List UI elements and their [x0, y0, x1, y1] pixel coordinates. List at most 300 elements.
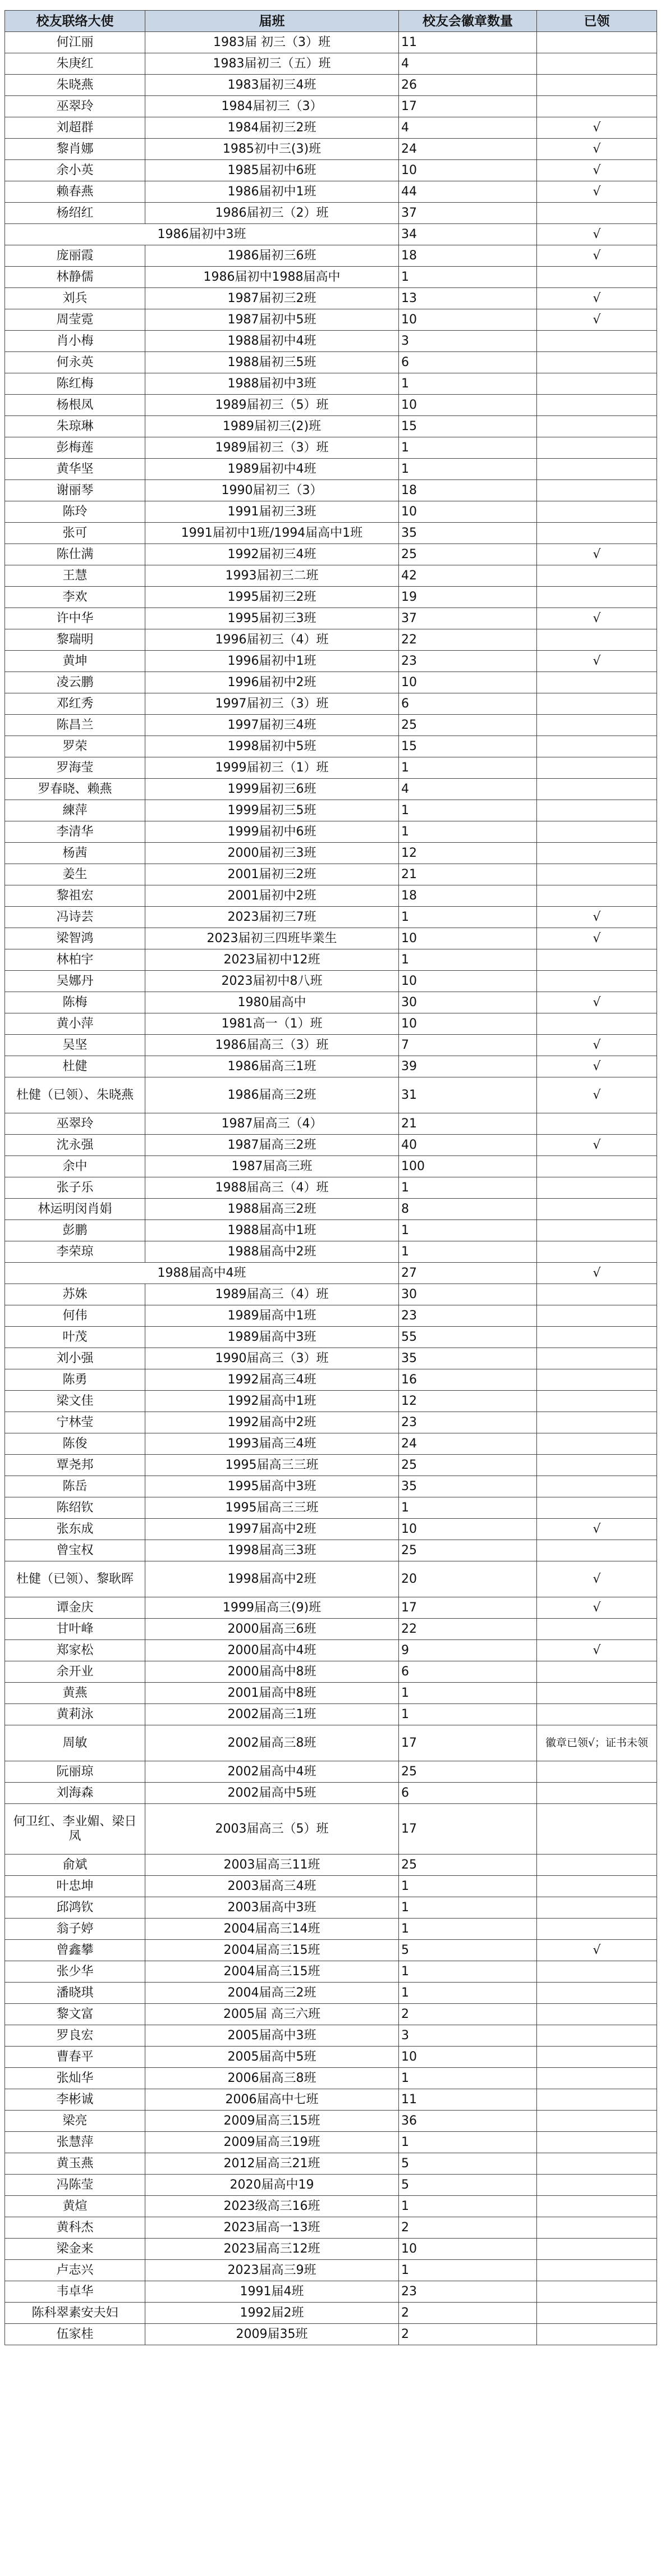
ambassador-cell[interactable]: 巫翠玲 — [5, 96, 145, 117]
class-cell[interactable]: 2001届初中2班 — [145, 885, 399, 907]
badge-count-cell[interactable]: 15 — [399, 416, 537, 437]
received-cell[interactable]: √ — [537, 651, 657, 672]
ambassador-cell[interactable]: 庞丽霞 — [5, 245, 145, 267]
class-cell[interactable]: 1986届高三1班 — [145, 1056, 399, 1077]
received-cell[interactable] — [537, 1391, 657, 1412]
class-cell[interactable]: 1986届初三（2）班 — [145, 203, 399, 224]
ambassador-cell[interactable]: 黄小萍 — [5, 1013, 145, 1035]
ambassador-cell[interactable]: 黄坤 — [5, 651, 145, 672]
badge-count-cell[interactable]: 25 — [399, 544, 537, 565]
badge-count-cell[interactable]: 2 — [399, 2217, 537, 2239]
class-cell[interactable]: 1988届高中4班 — [5, 1263, 399, 1284]
class-cell[interactable]: 1995届高中3班 — [145, 1476, 399, 1497]
received-cell[interactable] — [537, 75, 657, 96]
ambassador-cell[interactable]: 杜健（已领）、朱晓燕 — [5, 1077, 145, 1113]
received-cell[interactable] — [537, 2111, 657, 2132]
badge-count-cell[interactable]: 1 — [399, 2260, 537, 2281]
badge-count-cell[interactable]: 15 — [399, 736, 537, 757]
badge-count-cell[interactable]: 5 — [399, 2153, 537, 2175]
badge-count-cell[interactable]: 19 — [399, 587, 537, 608]
ambassador-cell[interactable]: 张慧萍 — [5, 2132, 145, 2153]
class-cell[interactable]: 2002届高三1班 — [145, 1704, 399, 1725]
received-cell[interactable] — [537, 53, 657, 75]
class-cell[interactable]: 2003届高三4班 — [145, 1876, 399, 1897]
badge-count-cell[interactable]: 25 — [399, 1455, 537, 1476]
received-cell[interactable]: √ — [537, 1035, 657, 1056]
received-cell[interactable] — [537, 1876, 657, 1897]
badge-count-cell[interactable]: 1 — [399, 907, 537, 928]
received-cell[interactable]: √ — [537, 288, 657, 309]
badge-count-cell[interactable]: 1 — [399, 1177, 537, 1199]
received-cell[interactable] — [537, 715, 657, 736]
received-cell[interactable] — [537, 1113, 657, 1135]
class-cell[interactable]: 1988届高三（4）班 — [145, 1177, 399, 1199]
ambassador-cell[interactable]: 杨茜 — [5, 843, 145, 864]
badge-count-cell[interactable]: 10 — [399, 1519, 537, 1540]
badge-count-cell[interactable]: 10 — [399, 501, 537, 523]
badge-count-cell[interactable]: 27 — [399, 1263, 537, 1284]
ambassador-cell[interactable]: 黎瑞明 — [5, 629, 145, 651]
received-cell[interactable] — [537, 1919, 657, 1940]
ambassador-cell[interactable]: 黎文富 — [5, 2004, 145, 2025]
received-cell[interactable] — [537, 1497, 657, 1519]
received-cell[interactable] — [537, 2089, 657, 2111]
badge-count-cell[interactable]: 55 — [399, 1327, 537, 1348]
class-cell[interactable]: 1987届高三班 — [145, 1156, 399, 1177]
received-cell[interactable] — [537, 565, 657, 587]
badge-count-cell[interactable]: 22 — [399, 629, 537, 651]
received-cell[interactable] — [537, 2217, 657, 2239]
ambassador-cell[interactable]: 姜生 — [5, 864, 145, 885]
received-cell[interactable] — [537, 1855, 657, 1876]
badge-count-cell[interactable]: 1 — [399, 437, 537, 459]
badge-count-cell[interactable]: 24 — [399, 1433, 537, 1455]
received-cell[interactable] — [537, 1348, 657, 1369]
ambassador-cell[interactable]: 黄燕 — [5, 1683, 145, 1704]
badge-count-cell[interactable]: 37 — [399, 203, 537, 224]
received-cell[interactable] — [537, 1327, 657, 1348]
class-cell[interactable]: 1993届高三4班 — [145, 1433, 399, 1455]
badge-count-cell[interactable]: 25 — [399, 1540, 537, 1561]
badge-count-cell[interactable]: 1 — [399, 821, 537, 843]
ambassador-cell[interactable]: 李清华 — [5, 821, 145, 843]
received-cell[interactable] — [537, 2047, 657, 2068]
ambassador-cell[interactable]: 黎肖娜 — [5, 139, 145, 160]
ambassador-cell[interactable]: 余小英 — [5, 160, 145, 181]
class-cell[interactable]: 1990届高三（3）班 — [145, 1348, 399, 1369]
received-cell[interactable]: √ — [537, 139, 657, 160]
class-cell[interactable]: 1989届高中3班 — [145, 1327, 399, 1348]
received-cell[interactable] — [537, 1220, 657, 1241]
class-cell[interactable]: 2006届高三8班 — [145, 2068, 399, 2089]
ambassador-cell[interactable]: 伍家桂 — [5, 2324, 145, 2345]
class-cell[interactable]: 1996届初中2班 — [145, 672, 399, 693]
received-cell[interactable] — [537, 416, 657, 437]
received-cell[interactable] — [537, 1783, 657, 1804]
received-cell[interactable] — [537, 1433, 657, 1455]
ambassador-cell[interactable]: 黎祖宏 — [5, 885, 145, 907]
badge-count-cell[interactable]: 2 — [399, 2303, 537, 2324]
received-cell[interactable] — [537, 1305, 657, 1327]
class-cell[interactable]: 1983届初三（五）班 — [145, 53, 399, 75]
class-cell[interactable]: 1989届初三(2)班 — [145, 416, 399, 437]
received-cell[interactable] — [537, 1983, 657, 2004]
badge-count-cell[interactable]: 1 — [399, 757, 537, 779]
badge-count-cell[interactable]: 1 — [399, 800, 537, 821]
badge-count-cell[interactable]: 9 — [399, 1640, 537, 1661]
class-cell[interactable]: 1986届初中1班 — [145, 181, 399, 203]
received-cell[interactable] — [537, 1369, 657, 1391]
badge-count-cell[interactable]: 31 — [399, 1077, 537, 1113]
ambassador-cell[interactable]: 李彬诚 — [5, 2089, 145, 2111]
received-cell[interactable] — [537, 1540, 657, 1561]
badge-count-cell[interactable]: 35 — [399, 1348, 537, 1369]
badge-count-cell[interactable]: 3 — [399, 331, 537, 352]
class-cell[interactable]: 1997届初三（3）班 — [145, 693, 399, 715]
ambassador-cell[interactable]: 韦卓华 — [5, 2281, 145, 2303]
class-cell[interactable]: 2009届高三15班 — [145, 2111, 399, 2132]
class-cell[interactable]: 1999届初三6班 — [145, 779, 399, 800]
ambassador-cell[interactable]: 张可 — [5, 523, 145, 544]
ambassador-cell[interactable]: 邓红秀 — [5, 693, 145, 715]
badge-count-cell[interactable]: 6 — [399, 1661, 537, 1683]
class-cell[interactable]: 2003届高三11班 — [145, 1855, 399, 1876]
class-cell[interactable]: 2023届初中12班 — [145, 949, 399, 971]
class-cell[interactable]: 1993届初三二班 — [145, 565, 399, 587]
class-cell[interactable]: 1987届高三（4） — [145, 1113, 399, 1135]
class-cell[interactable]: 1999届初中6班 — [145, 821, 399, 843]
badge-count-cell[interactable]: 21 — [399, 1113, 537, 1135]
received-cell[interactable]: √ — [537, 1056, 657, 1077]
received-cell[interactable] — [537, 1177, 657, 1199]
badge-count-cell[interactable]: 3 — [399, 2025, 537, 2047]
ambassador-cell[interactable]: 叶茂 — [5, 1327, 145, 1348]
ambassador-cell[interactable]: 张东成 — [5, 1519, 145, 1540]
class-cell[interactable]: 2023届高三12班 — [145, 2239, 399, 2260]
ambassador-cell[interactable]: 王慧 — [5, 565, 145, 587]
class-cell[interactable]: 1987届初中5班 — [145, 309, 399, 331]
ambassador-cell[interactable]: 谢丽琴 — [5, 480, 145, 501]
received-cell[interactable] — [537, 800, 657, 821]
badge-count-cell[interactable]: 37 — [399, 608, 537, 629]
ambassador-cell[interactable]: 梁亮 — [5, 2111, 145, 2132]
received-cell[interactable] — [537, 501, 657, 523]
ambassador-cell[interactable]: 陈昌兰 — [5, 715, 145, 736]
class-cell[interactable]: 1989届初三（3）班 — [145, 437, 399, 459]
class-cell[interactable]: 2009届高三19班 — [145, 2132, 399, 2153]
badge-count-cell[interactable]: 35 — [399, 523, 537, 544]
badge-count-cell[interactable]: 25 — [399, 715, 537, 736]
ambassador-cell[interactable]: 肖小梅 — [5, 331, 145, 352]
badge-count-cell[interactable]: 1 — [399, 1919, 537, 1940]
badge-count-cell[interactable]: 1 — [399, 1497, 537, 1519]
badge-count-cell[interactable]: 1 — [399, 1704, 537, 1725]
class-cell[interactable]: 1995届初三3班 — [145, 608, 399, 629]
badge-count-cell[interactable]: 17 — [399, 1804, 537, 1855]
received-cell[interactable]: √ — [537, 160, 657, 181]
ambassador-cell[interactable]: 李欢 — [5, 587, 145, 608]
class-cell[interactable]: 2023届高一13班 — [145, 2217, 399, 2239]
ambassador-cell[interactable]: 陈梅 — [5, 992, 145, 1013]
class-cell[interactable]: 1988届高中2班 — [145, 1241, 399, 1263]
ambassador-cell[interactable]: 郑家松 — [5, 1640, 145, 1661]
badge-count-cell[interactable]: 39 — [399, 1056, 537, 1077]
badge-count-cell[interactable]: 30 — [399, 992, 537, 1013]
badge-count-cell[interactable]: 8 — [399, 1199, 537, 1220]
badge-count-cell[interactable]: 23 — [399, 651, 537, 672]
received-cell[interactable] — [537, 459, 657, 480]
ambassador-cell[interactable]: 叶忠坤 — [5, 1876, 145, 1897]
class-cell[interactable]: 2006届高中七班 — [145, 2089, 399, 2111]
received-cell[interactable]: √ — [537, 1135, 657, 1156]
class-cell[interactable]: 2012届高三21班 — [145, 2153, 399, 2175]
class-cell[interactable]: 1989届初中4班 — [145, 459, 399, 480]
class-cell[interactable]: 2023届初三四班毕業生 — [145, 928, 399, 949]
ambassador-cell[interactable]: 余中 — [5, 1156, 145, 1177]
class-cell[interactable]: 1995届初三2班 — [145, 587, 399, 608]
class-cell[interactable]: 2009届35班 — [145, 2324, 399, 2345]
badge-count-cell[interactable]: 6 — [399, 352, 537, 373]
badge-count-cell[interactable]: 10 — [399, 971, 537, 992]
received-cell[interactable]: √ — [537, 544, 657, 565]
badge-count-cell[interactable]: 13 — [399, 288, 537, 309]
received-cell[interactable] — [537, 587, 657, 608]
received-cell[interactable] — [537, 2196, 657, 2217]
ambassador-cell[interactable]: 凌云鹏 — [5, 672, 145, 693]
class-cell[interactable]: 1996届初三（4）班 — [145, 629, 399, 651]
badge-count-cell[interactable]: 4 — [399, 53, 537, 75]
received-cell[interactable]: √ — [537, 928, 657, 949]
ambassador-cell[interactable]: 陈岳 — [5, 1476, 145, 1497]
class-cell[interactable]: 2004届高三14班 — [145, 1919, 399, 1940]
class-cell[interactable]: 1988届初中4班 — [145, 331, 399, 352]
ambassador-cell[interactable]: 何永英 — [5, 352, 145, 373]
badge-count-cell[interactable]: 18 — [399, 885, 537, 907]
badge-count-cell[interactable]: 20 — [399, 1561, 537, 1597]
ambassador-cell[interactable]: 俞斌 — [5, 1855, 145, 1876]
class-cell[interactable]: 1995届高三三班 — [145, 1455, 399, 1476]
class-cell[interactable]: 1986届高三2班 — [145, 1077, 399, 1113]
received-cell[interactable] — [537, 736, 657, 757]
received-cell[interactable]: √ — [537, 181, 657, 203]
received-cell[interactable]: √ — [537, 992, 657, 1013]
received-cell[interactable] — [537, 779, 657, 800]
class-cell[interactable]: 1988届高中1班 — [145, 1220, 399, 1241]
badge-count-cell[interactable]: 10 — [399, 160, 537, 181]
ambassador-cell[interactable]: 罗海莹 — [5, 757, 145, 779]
received-cell[interactable] — [537, 373, 657, 395]
received-cell[interactable] — [537, 672, 657, 693]
badge-count-cell[interactable]: 5 — [399, 2175, 537, 2196]
ambassador-cell[interactable]: 巫翠玲 — [5, 1113, 145, 1135]
class-cell[interactable]: 2004届高三15班 — [145, 1961, 399, 1983]
class-cell[interactable]: 1986届初中1988届高中 — [145, 267, 399, 288]
class-cell[interactable]: 1989届高三（4）班 — [145, 1284, 399, 1305]
received-cell[interactable]: √ — [537, 224, 657, 245]
ambassador-cell[interactable]: 卢志兴 — [5, 2260, 145, 2281]
badge-count-cell[interactable]: 1 — [399, 1983, 537, 2004]
class-cell[interactable]: 1996届初中1班 — [145, 651, 399, 672]
received-cell[interactable] — [537, 2132, 657, 2153]
received-cell[interactable] — [537, 96, 657, 117]
ambassador-cell[interactable]: 陈勇 — [5, 1369, 145, 1391]
received-cell[interactable]: √ — [537, 1077, 657, 1113]
class-cell[interactable]: 2020届高中19 — [145, 2175, 399, 2196]
badge-count-cell[interactable]: 17 — [399, 1725, 537, 1761]
badge-count-cell[interactable]: 17 — [399, 1597, 537, 1619]
received-cell[interactable] — [537, 1013, 657, 1035]
badge-count-cell[interactable]: 23 — [399, 1412, 537, 1433]
badge-count-cell[interactable]: 1 — [399, 1961, 537, 1983]
badge-count-cell[interactable]: 23 — [399, 1305, 537, 1327]
ambassador-cell[interactable]: 陈科翠素安夫妇 — [5, 2303, 145, 2324]
class-cell[interactable]: 1984届初三（3） — [145, 96, 399, 117]
received-cell[interactable]: √ — [537, 907, 657, 928]
class-cell[interactable]: 1992届2班 — [145, 2303, 399, 2324]
badge-count-cell[interactable]: 42 — [399, 565, 537, 587]
ambassador-cell[interactable]: 沈永强 — [5, 1135, 145, 1156]
header-received[interactable]: 已领 — [537, 11, 657, 32]
received-cell[interactable]: √ — [537, 117, 657, 139]
badge-count-cell[interactable]: 16 — [399, 1369, 537, 1391]
ambassador-cell[interactable]: 潘晓琪 — [5, 1983, 145, 2004]
ambassador-cell[interactable]: 陈绍钦 — [5, 1497, 145, 1519]
ambassador-cell[interactable]: 朱琼琳 — [5, 416, 145, 437]
ambassador-cell[interactable]: 张灿华 — [5, 2068, 145, 2089]
badge-count-cell[interactable]: 44 — [399, 181, 537, 203]
class-cell[interactable]: 1986届高三（3）班 — [145, 1035, 399, 1056]
class-cell[interactable]: 1998届初中5班 — [145, 736, 399, 757]
badge-count-cell[interactable]: 10 — [399, 2047, 537, 2068]
class-cell[interactable]: 2001届初三2班 — [145, 864, 399, 885]
ambassador-cell[interactable]: 梁金来 — [5, 2239, 145, 2260]
received-cell[interactable]: √ — [537, 309, 657, 331]
class-cell[interactable]: 1987届高三2班 — [145, 1135, 399, 1156]
ambassador-cell[interactable]: 阮丽琼 — [5, 1761, 145, 1783]
class-cell[interactable]: 2000届初三3班 — [145, 843, 399, 864]
received-cell[interactable] — [537, 1897, 657, 1919]
ambassador-cell[interactable]: 余开业 — [5, 1661, 145, 1683]
badge-count-cell[interactable]: 10 — [399, 672, 537, 693]
class-cell[interactable]: 2001届高中8班 — [145, 1683, 399, 1704]
ambassador-cell[interactable]: 杨绍红 — [5, 203, 145, 224]
received-cell[interactable] — [537, 1412, 657, 1433]
ambassador-cell[interactable]: 冯陈莹 — [5, 2175, 145, 2196]
ambassador-cell[interactable]: 周莹霓 — [5, 309, 145, 331]
received-cell[interactable] — [537, 1241, 657, 1263]
badge-count-cell[interactable]: 4 — [399, 117, 537, 139]
ambassador-cell[interactable]: 林运明闵肖娟 — [5, 1199, 145, 1220]
badge-count-cell[interactable]: 18 — [399, 245, 537, 267]
received-cell[interactable] — [537, 2281, 657, 2303]
class-cell[interactable]: 2023届初三7班 — [145, 907, 399, 928]
received-cell[interactable]: √ — [537, 1263, 657, 1284]
badge-count-cell[interactable]: 1 — [399, 373, 537, 395]
badge-count-cell[interactable]: 1 — [399, 2068, 537, 2089]
received-cell[interactable] — [537, 885, 657, 907]
header-ambassador[interactable]: 校友联络大使 — [5, 11, 145, 32]
badge-count-cell[interactable]: 10 — [399, 928, 537, 949]
ambassador-cell[interactable]: 練萍 — [5, 800, 145, 821]
received-cell[interactable] — [537, 629, 657, 651]
ambassador-cell[interactable]: 周敏 — [5, 1725, 145, 1761]
badge-count-cell[interactable]: 12 — [399, 843, 537, 864]
badge-count-cell[interactable]: 5 — [399, 1940, 537, 1961]
ambassador-cell[interactable]: 刘小强 — [5, 1348, 145, 1369]
badge-count-cell[interactable]: 1 — [399, 2132, 537, 2153]
badge-count-cell[interactable]: 10 — [399, 309, 537, 331]
badge-count-cell[interactable]: 6 — [399, 1783, 537, 1804]
class-cell[interactable]: 1984届初三2班 — [145, 117, 399, 139]
class-cell[interactable]: 2002届高中4班 — [145, 1761, 399, 1783]
class-cell[interactable]: 2023届高三9班 — [145, 2260, 399, 2281]
class-cell[interactable]: 1988届初三5班 — [145, 352, 399, 373]
ambassador-cell[interactable]: 朱晓燕 — [5, 75, 145, 96]
received-cell[interactable] — [537, 971, 657, 992]
class-cell[interactable]: 1990届初三（3） — [145, 480, 399, 501]
received-cell[interactable] — [537, 331, 657, 352]
received-cell[interactable] — [537, 843, 657, 864]
ambassador-cell[interactable]: 曹春平 — [5, 2047, 145, 2068]
badge-count-cell[interactable]: 4 — [399, 779, 537, 800]
ambassador-cell[interactable]: 冯诗芸 — [5, 907, 145, 928]
class-cell[interactable]: 1999届初三5班 — [145, 800, 399, 821]
received-cell[interactable] — [537, 1961, 657, 1983]
ambassador-cell[interactable]: 杜健 — [5, 1056, 145, 1077]
received-cell[interactable] — [537, 1156, 657, 1177]
received-cell[interactable] — [537, 1761, 657, 1783]
received-cell[interactable] — [537, 2025, 657, 2047]
class-cell[interactable]: 1988届高三2班 — [145, 1199, 399, 1220]
received-cell[interactable] — [537, 2175, 657, 2196]
ambassador-cell[interactable]: 刘海森 — [5, 1783, 145, 1804]
received-cell[interactable]: √ — [537, 1519, 657, 1540]
received-cell[interactable] — [537, 1704, 657, 1725]
class-cell[interactable]: 1983届 初三（3）班 — [145, 32, 399, 53]
ambassador-cell[interactable]: 翁子婷 — [5, 1919, 145, 1940]
class-cell[interactable]: 1995届高三三班 — [145, 1497, 399, 1519]
received-cell[interactable] — [537, 523, 657, 544]
class-cell[interactable]: 1988届初中3班 — [145, 373, 399, 395]
ambassador-cell[interactable]: 许中华 — [5, 608, 145, 629]
class-cell[interactable]: 2004届高三2班 — [145, 1983, 399, 2004]
class-cell[interactable]: 2002届高中5班 — [145, 1783, 399, 1804]
ambassador-cell[interactable]: 李荣琼 — [5, 1241, 145, 1263]
class-cell[interactable]: 1997届初三4班 — [145, 715, 399, 736]
ambassador-cell[interactable]: 陈玲 — [5, 501, 145, 523]
badge-count-cell[interactable]: 1 — [399, 1241, 537, 1263]
badge-count-cell[interactable]: 34 — [399, 224, 537, 245]
ambassador-cell[interactable]: 何江丽 — [5, 32, 145, 53]
ambassador-cell[interactable]: 林静儒 — [5, 267, 145, 288]
received-cell[interactable] — [537, 395, 657, 416]
class-cell[interactable]: 1999届初三（1）班 — [145, 757, 399, 779]
class-cell[interactable]: 1997届高中2班 — [145, 1519, 399, 1540]
ambassador-cell[interactable]: 黄煊 — [5, 2196, 145, 2217]
badge-count-cell[interactable]: 12 — [399, 1391, 537, 1412]
header-class[interactable]: 届班 — [145, 11, 399, 32]
received-cell[interactable] — [537, 693, 657, 715]
class-cell[interactable]: 1987届初三2班 — [145, 288, 399, 309]
class-cell[interactable]: 2000届高三6班 — [145, 1619, 399, 1640]
ambassador-cell[interactable]: 何卫红、李业媚、梁日凤 — [5, 1804, 145, 1855]
class-cell[interactable]: 1983届初三4班 — [145, 75, 399, 96]
received-cell[interactable] — [537, 2239, 657, 2260]
received-cell[interactable] — [537, 2324, 657, 2345]
ambassador-cell[interactable]: 罗良宏 — [5, 2025, 145, 2047]
received-cell[interactable] — [537, 2153, 657, 2175]
ambassador-cell[interactable]: 罗荣 — [5, 736, 145, 757]
